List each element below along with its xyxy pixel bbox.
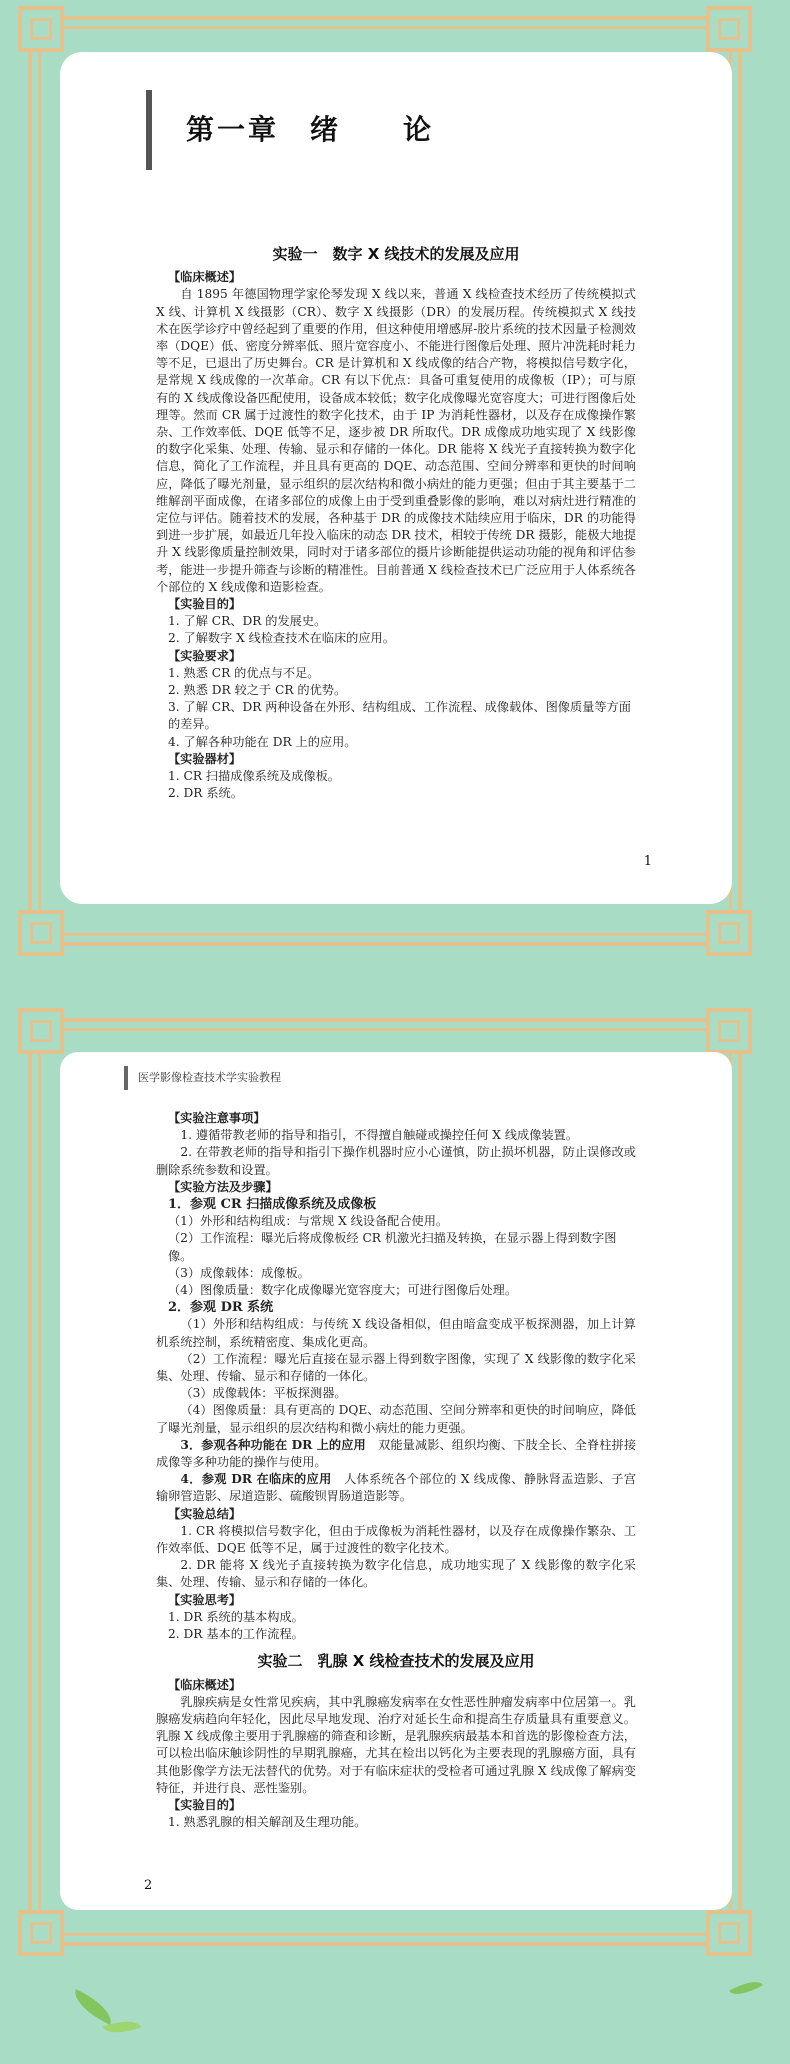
list-item: 1. 熟悉 CR 的优点与不足。 (168, 665, 320, 680)
method-text: 双能量减影、组织均衡、下肢全长、全脊柱拼接成像等多种功能的操作与使用。 (156, 1437, 637, 1470)
list-item: 1. CR 扫描成像系统及成像板。 (168, 769, 340, 784)
page-number: 2 (144, 1878, 153, 1893)
list-item: 2. DR 基本的工作流程。 (168, 1627, 304, 1642)
list-item: 2. 熟悉 DR 较之于 CR 的优势。 (168, 683, 347, 698)
chapter-bar (146, 90, 152, 170)
clinical-text: 乳腺疾病是女性常见疾病，其中乳腺癌发病率在女性恶性肿瘤发病率中位居第一。乳腺癌发病趋向年轻化，因此尽早地发现、治疗对延长生命和提高生存质量具有重要意义。乳腺 X 线成像主要用于乳腺癌的筛查和诊断，是乳腺疾病最基本和首选的影像检查方法，可以检出临床触诊阴性的早期乳腺癌，尤其在检出以钙化为主要表现的乳腺癌方面，具有其他影像学方法无法替代的优势。对于有临床症状的受检者可通过乳腺 X 线成像了解病变特征，并进行良、恶性鉴别。 (156, 1694, 636, 1795)
method-subheading: 1．参观 CR 扫描成像系统及成像板 (168, 1197, 377, 1213)
list-item: （4）图像质量：具有更高的 DQE、动态范围、空间分辨率和更快的时间响应，降低了曝光剂量，显示组织的层次结构和微小病灶的能力更强。 (156, 1403, 636, 1435)
list-item: 2. DR 系统。 (168, 786, 243, 801)
think-label: 【实验思考】 (168, 1592, 242, 1607)
page-number: 1 (643, 854, 652, 869)
method-label: 【实验方法及步骤】 (168, 1179, 278, 1194)
page-1-content (156, 246, 636, 803)
running-head: 医学影像检查技术学实验教程 (124, 1066, 281, 1090)
page-sheet-1 (60, 52, 732, 904)
method-item-4 (156, 1471, 636, 1505)
purpose-label: 【实验目的】 (168, 1797, 242, 1812)
frame-corner-ornament (706, 1008, 752, 1054)
list-item: 1. DR 系统的基本构成。 (168, 1609, 304, 1624)
require-label: 【实验要求】 (168, 648, 242, 663)
section-title: 实验一 数字 X 线技术的发展及应用 (272, 245, 520, 263)
method-subheading: 2．参观 DR 系统 (168, 1300, 274, 1316)
list-item: 3. 了解 CR、DR 两种设备在外形、结构组成、工作流程、成像载体、图像质量等方面的差异。 (168, 700, 631, 732)
frame-corner-ornament (18, 1910, 64, 1956)
list-item: 4. 了解各种功能在 DR 上的应用。 (168, 734, 357, 749)
list-item: （2）工作流程：曝光后将成像板经 CR 机激光扫描及转换，在显示器上得到数字图像。 (168, 1231, 617, 1263)
list-item: 2. 了解数字 X 线检查技术在临床的应用。 (168, 631, 395, 646)
list-item: （3）成像载体：平板探测器。 (180, 1386, 347, 1401)
section-title: 实验二 乳腺 X 线检查技术的发展及应用 (257, 1652, 535, 1671)
frame-corner-ornament (706, 1910, 752, 1956)
frame-corner-ornament (18, 6, 64, 52)
method-subheading: 4．参观 DR 在临床的应用 (180, 1472, 332, 1487)
notes-label: 【实验注意事项】 (168, 1111, 266, 1125)
purpose-label: 【实验目的】 (168, 597, 242, 612)
equipment-label: 【实验器材】 (168, 751, 242, 766)
list-item: （1）外形和结构组成：与常规 X 线设备配合使用。 (168, 1214, 449, 1229)
list-item: 1. 遵循带教老师的指导和指引，不得擅自触碰或操控任何 X 线成像装置。 (180, 1128, 578, 1143)
clinical-label: 【临床概述】 (168, 1677, 242, 1692)
list-item: 1. CR 将模拟信号数字化，但由于成像板为消耗性器材，以及存在成像操作繁杂、工作效率低、DQE 低等不足，属于过渡性的数字化技术。 (156, 1523, 636, 1556)
frame-corner-ornament (18, 1008, 64, 1054)
method-subheading: 3．参观各种功能在 DR 上的应用 (180, 1437, 366, 1452)
list-item: 1. 了解 CR、DR 的发展史。 (168, 614, 327, 629)
list-item: 2. 在带教老师的指导和指引下操作机器时应小心谨慎，防止损坏机器，防止误修改或删除系统参数和设置。 (156, 1145, 636, 1177)
clinical-label: 【临床概述】 (168, 270, 242, 285)
list-item: 1. 熟悉乳腺的相关解剖及生理功能。 (168, 1815, 367, 1830)
list-item: （3）成像载体：成像板。 (168, 1265, 310, 1280)
list-item: 2. DR 能将 X 线光子直接转换为数字化信息，成功地实现了 X 线影像的数字化采集、处理、传输、显示和存储的一体化。 (156, 1558, 636, 1590)
page-sheet-2 (60, 1052, 732, 1910)
method-text: 人体系统各个部位的 X 线成像、静脉肾盂造影、子宫输卵管造影、尿道造影、硫酸钡胃肠道造影等。 (156, 1472, 636, 1504)
list-item: （2）工作流程：曝光后直接在显示器上得到数字图像，实现了 X 线影像的数字化采集、处理、传输、显示和存储的一体化。 (156, 1351, 636, 1384)
list-item: （1）外形和结构组成：与传统 X 线设备相似，但由暗盒变成平板探测器，加上计算机系统控制，系统精密度、集成化更高。 (156, 1317, 636, 1349)
frame-corner-ornament (18, 910, 64, 956)
summary-label: 【实验总结】 (168, 1506, 242, 1521)
chapter-title: 第一章 绪 论 (186, 113, 435, 146)
leaf-decoration (68, 1989, 117, 2025)
list-item: （4）图像质量：数字化成像曝光宽容度大；可进行图像后处理。 (168, 1283, 518, 1298)
leaf-decoration (729, 1975, 763, 2001)
page-2-content (156, 1110, 636, 1831)
frame-corner-ornament (706, 910, 752, 956)
frame-corner-ornament (706, 6, 752, 52)
method-item-3 (156, 1437, 636, 1471)
clinical-text: 自 1895 年德国物理学家伦琴发现 X 线以来，普通 X 线检查技术经历了传统模拟式 X 线、计算机 X 线摄影（CR）、数字 X 线摄影（DR）的发展历程。传统模拟式 X 线技术在医学诊疗中曾经起到了重要的作用，但这种使用增感屏-胶片系统的技术因量子检测效率（DQE）低、密度分辨率低、照片宽容度小、不能进行图像后处理、照片冲洗耗时耗力等不足，已退出了历史舞台。CR 是计算机和 X 线成像的结合产物，将模拟信号数字化，是常规 X 线成像的一次革命。CR 有以下优点：具备可重复使用的成像板（IP）；可与原有的 X 线成像设备匹配使用，设备成本较低；数字化成像曝光宽容度大；可进行图像后处理等。然而 CR 属于过渡性的数字化技术，由于 IP 为消耗性器材，以及存在成像操作繁杂、工作效率低、DQE 低等不足，逐步被 DR 所取代。DR 成像成功地实现了 X 线影像的数字化采集、处理、传输、显示和存储的一体化。DR 能将 X 线光子直接转换为数字化信息，简化了工作流程，并且具有更高的 DQE、动态范围、空间分辨率和更快的时间响应，降低了曝光剂量，显示组织的层次结构和微小病灶的能力更强；但由于其主要基于二维解剖平面成像，在诸多部位的成像上由于受到重叠影像的影响，难以对病灶进行精准的定位与评估。随着技术的发展，各种基于 DR 的成像技术陆续应用于临床，DR 的功能得到进一步扩展，如最近几年投入临床的动态 DR 技术，相较于传统 DR 摄影，能极大地提升 X 线影像质量控制效果，同时对于诸多部位的摄片诊断能提供运动功能的视角和评估参考，能进一步提升筛查与诊断的精准性。目前普通 X 线检查技术已广泛应用于人体系统各个部位的 X 线成像和造影检查。 (156, 287, 636, 594)
